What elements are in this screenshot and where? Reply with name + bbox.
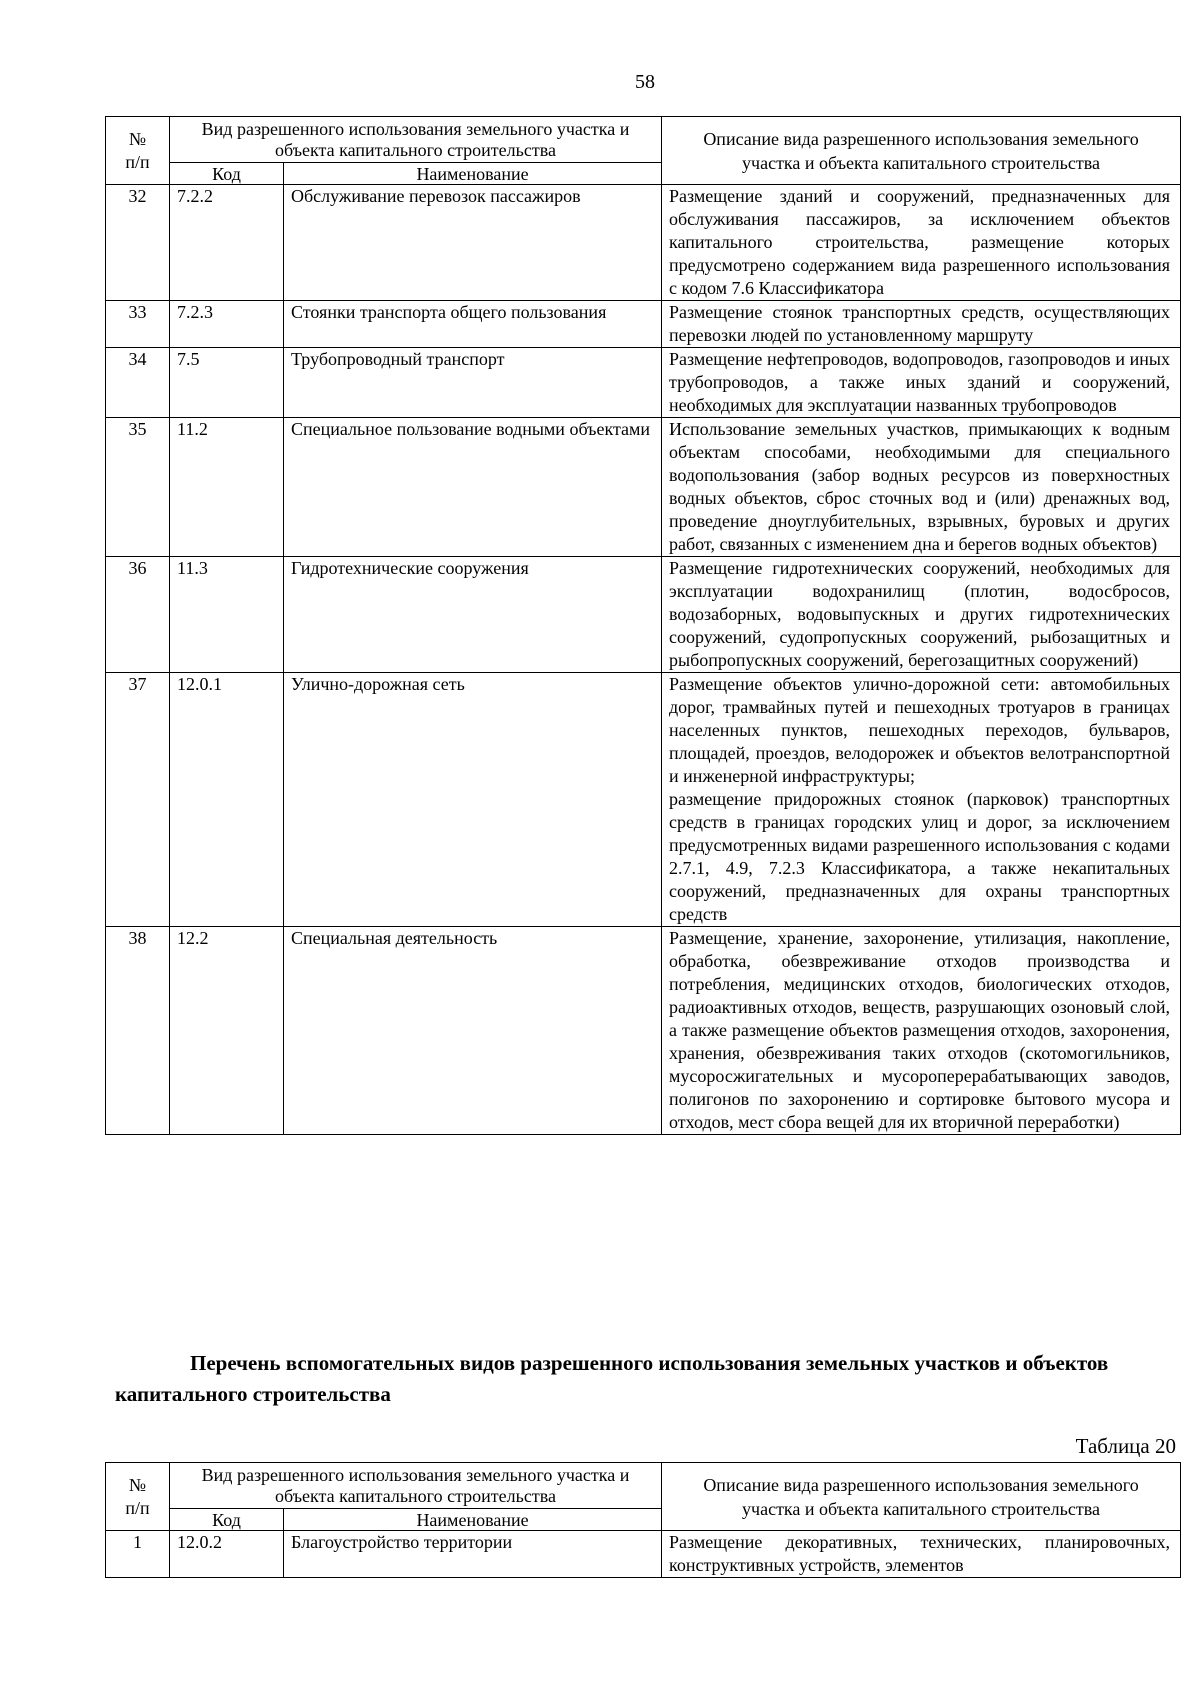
table-row [106, 418, 1181, 557]
table-row [106, 1531, 1181, 1578]
header-name: Наименование [284, 1509, 662, 1531]
main-use-table [105, 116, 1181, 1135]
table-row [106, 557, 1181, 673]
description-paragraph: Размещение, хранение, захоронение, утилизация, накопление, обработка, обезвреживание отходов производства и потребления, медицинских отходов, биологических отходов, радиоактивных отходов, веществ, разрушающих озоновый слой, а также размещение объектов размещения отходов, захоронения, хранения, обезвреживания таких отходов (скотомогильников, мусоросжигательных и мусороперерабатывающих заводов, полигонов по захоронению и сортировке бытового мусора и отходов, мест сбора вещей для их вторичной переработки) [669, 928, 1170, 1132]
row-name: Стоянки транспорта общего пользования [284, 301, 662, 348]
row-description [662, 301, 1181, 348]
row-code: 11.3 [170, 557, 284, 673]
header-use-type: Вид разрешенного использования земельного участка и объекта капитального строительства [170, 117, 662, 163]
row-description [662, 673, 1181, 927]
row-description [662, 1531, 1181, 1578]
row-description [662, 927, 1181, 1135]
row-description [662, 418, 1181, 557]
description-paragraph: Использование земельных участков, примыкающих к водным объектам способами, необходимыми для специального водопользования (забор водных ресурсов из поверхностных водных объектов, сброс сточных вод и (или) дренажных вод, проведение дноуглубительных, взрывных, буровых и других работ, связанных с изменением дна и берегов водных объектов) [669, 419, 1170, 554]
description-paragraph: Размещение нефтепроводов, водопроводов, газопроводов и иных трубопроводов, а также иных зданий и сооружений, необходимых для эксплуатации названных трубопроводов [669, 349, 1170, 415]
row-number: 34 [106, 348, 170, 418]
row-code: 7.5 [170, 348, 284, 418]
row-name: Специальное пользование водными объектами [284, 418, 662, 557]
description-paragraph: Размещение гидротехнических сооружений, необходимых для эксплуатации водохранилищ (плотин, водосбросов, водозаборных, водовыпускных и других гидротехнических сооружений, судопропускных сооружений, рыбозащитных и рыбопропускных сооружений, берегозащитных сооружений) [669, 558, 1170, 670]
header-description: Описание вида разрешенного использования земельного участка и объекта капитального строительства [662, 1463, 1181, 1531]
header-code: Код [170, 1509, 284, 1531]
row-description [662, 348, 1181, 418]
page-number: 58 [635, 71, 655, 93]
table-caption: Таблица 20 [1075, 1434, 1176, 1458]
section-title: Перечень вспомогательных видов разрешенного использования земельных участков и объектов капитального строительства [115, 1351, 1109, 1406]
row-code: 7.2.2 [170, 185, 284, 301]
row-description [662, 557, 1181, 673]
row-number: 38 [106, 927, 170, 1135]
row-number: 32 [106, 185, 170, 301]
row-name: Улично-дорожная сеть [284, 673, 662, 927]
row-code: 12.2 [170, 927, 284, 1135]
description-paragraph: Размещение зданий и сооружений, предназначенных для обслуживания пассажиров, за исключением объектов капитального строительства, размещение которых предусмотрено содержанием вида разрешенного использования с кодом 7.6 Классификатора [669, 186, 1170, 298]
row-number: 37 [106, 673, 170, 927]
table-row [106, 927, 1181, 1135]
header-description: Описание вида разрешенного использования земельного участка и объекта капитального строительства [662, 117, 1181, 185]
row-code: 12.0.1 [170, 673, 284, 927]
description-paragraph: Размещение объектов улично-дорожной сети: автомобильных дорог, трамвайных путей и пешеходных тротуаров в границах населенных пунктов, пешеходных переходов, бульваров, площадей, проездов, велодорожек и объектов велотранспортной и инженерной инфраструктуры; [669, 674, 1170, 786]
row-code: 12.0.2 [170, 1531, 284, 1578]
table-row [106, 185, 1181, 301]
row-name: Гидротехнические сооружения [284, 557, 662, 673]
row-number: 35 [106, 418, 170, 557]
row-name: Специальная деятельность [284, 927, 662, 1135]
row-code: 7.2.3 [170, 301, 284, 348]
auxiliary-use-table [105, 1462, 1181, 1578]
row-name: Обслуживание перевозок пассажиров [284, 185, 662, 301]
row-code: 11.2 [170, 418, 284, 557]
description-paragraph: размещение придорожных стоянок (парковок) транспортных средств в границах городских улиц и дорог, за исключением предусмотренных видами разрешенного использования с кодами 2.7.1, 4.9, 7.2.3 Классификатора, а также некапитальных сооружений, предназначенных для охраны транспортных средств [669, 789, 1170, 924]
row-description [662, 185, 1181, 301]
row-name: Трубопроводный транспорт [284, 348, 662, 418]
row-number: 1 [106, 1531, 170, 1578]
header-num: № п/п [106, 117, 170, 185]
table-row [106, 301, 1181, 348]
row-number: 36 [106, 557, 170, 673]
header-num: № п/п [106, 1463, 170, 1531]
header-name: Наименование [284, 163, 662, 185]
row-number: 33 [106, 301, 170, 348]
description-paragraph: Размещение стоянок транспортных средств, осуществляющих перевозки людей по установленному маршруту [669, 302, 1170, 345]
header-code: Код [170, 163, 284, 185]
table-row [106, 348, 1181, 418]
table-row [106, 673, 1181, 927]
header-use-type: Вид разрешенного использования земельного участка и объекта капитального строительства [170, 1463, 662, 1509]
description-paragraph: Размещение декоративных, технических, планировочных, конструктивных устройств, элементов [669, 1532, 1170, 1575]
row-name: Благоустройство территории [284, 1531, 662, 1578]
